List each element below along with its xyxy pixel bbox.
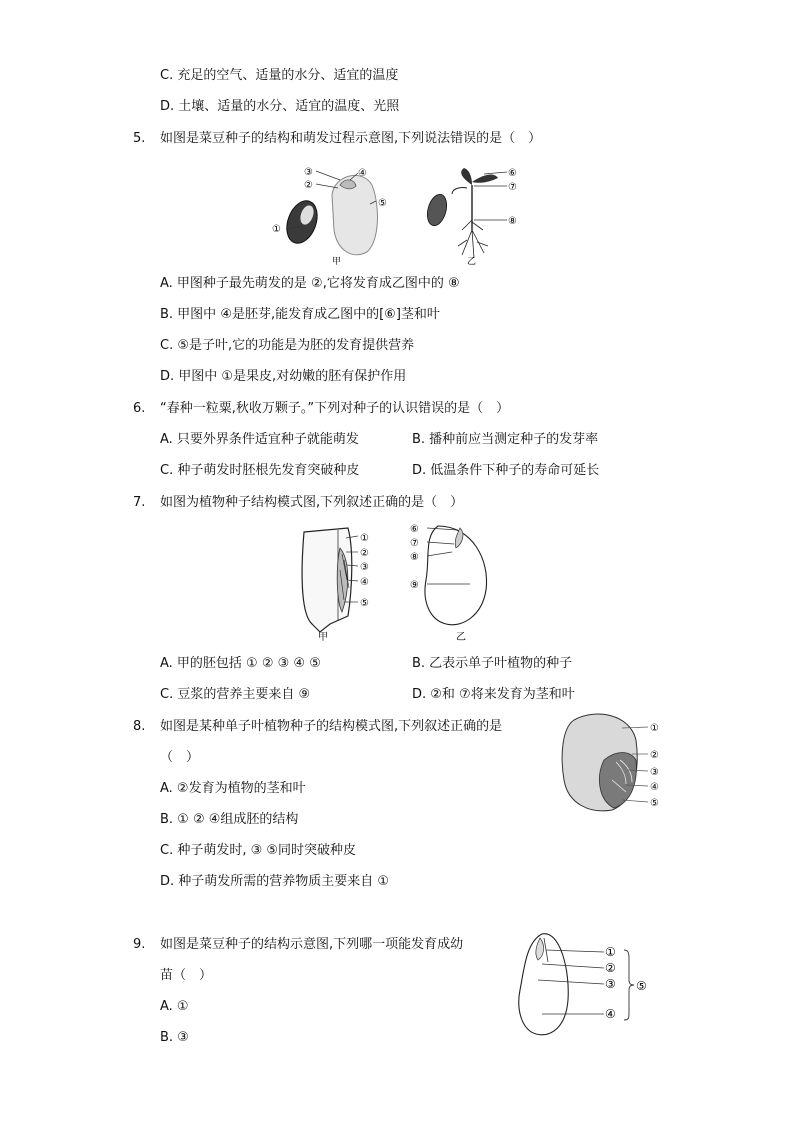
q8-embryo-shape — [599, 753, 636, 809]
q8-label-2: ② — [650, 750, 659, 761]
q7-number: 7. — [133, 495, 146, 510]
q7-label-5: ⑤ — [360, 598, 369, 609]
q8-option-c: C. 种子萌发时, ③ ⑤同时突破种皮 — [160, 843, 357, 858]
q7-seed-structure-figure — [290, 520, 500, 642]
q8-option-b: B. ① ② ④组成胚的结构 — [160, 812, 299, 827]
q7-label-4: ④ — [360, 577, 369, 588]
q7-figure-yi: 乙 — [456, 632, 466, 642]
q6-number: 6. — [133, 401, 146, 416]
q8-label-1: ① — [650, 723, 659, 734]
q7-label-1: ① — [360, 533, 369, 544]
q9-label-2: ② — [605, 961, 616, 975]
q5-option-b: B. 甲图中 ④是胚芽,能发育成乙图中的[⑥]茎和叶 — [160, 307, 440, 322]
q4-option-c: C. 充足的空气、适量的水分、适宜的温度 — [160, 68, 399, 83]
q6-option-d: D. 低温条件下种子的寿命可延长 — [412, 463, 600, 478]
q8-number: 8. — [133, 719, 146, 734]
q5-label-5: ⑤ — [378, 198, 387, 209]
q4-option-d: D. 土壤、适量的水分、适宜的温度、光照 — [160, 99, 400, 114]
q9-label-3: ③ — [605, 977, 616, 991]
q9-option-a: A. ① — [160, 999, 189, 1014]
q6-option-c: C. 种子萌发时胚根先发育突破种皮 — [160, 463, 360, 478]
q7-figure-jia: 甲 — [318, 632, 328, 642]
q5-label-2: ② — [304, 180, 313, 191]
q5-label-3: ③ — [304, 167, 313, 178]
q5-label-1: ① — [272, 224, 281, 235]
q9-stem: 如图是菜豆种子的结构示意图,下列哪一项能发育成幼 — [160, 937, 464, 952]
q5-figure-yi: 乙 — [467, 257, 477, 267]
q8-label-3: ③ — [650, 767, 659, 778]
q9-label-4: ④ — [605, 1007, 616, 1021]
q8-answer-paren: （ ） — [160, 750, 200, 765]
q5-roots-shape — [458, 220, 488, 258]
q6-option-a: A. 只要外界条件适宜种子就能萌发 — [160, 432, 359, 447]
q9-bean-seed-figure — [512, 930, 662, 1042]
q8-stem: 如图是某种单子叶植物种子的结构模式图,下列叙述正确的是 — [160, 719, 503, 734]
q7-option-d: D. ②和 ⑦将来发育为茎和叶 — [412, 687, 575, 702]
q7-option-c: C. 豆浆的营养主要来自 ⑨ — [160, 687, 311, 702]
q6-stem: “春种一粒粟,秋收万颗子。”下列对种子的认识错误的是（ ） — [160, 401, 510, 416]
q5-option-c: C. ⑤是子叶,它的功能是为胚的发育提供营养 — [160, 338, 415, 353]
q7-label-7: ⑦ — [410, 538, 419, 549]
q8-label-4: ④ — [650, 782, 659, 793]
q5-seed-germination-figure — [262, 160, 540, 268]
q5-label-8: ⑧ — [508, 216, 517, 227]
q5-figure-jia: 甲 — [332, 257, 342, 267]
q8-option-d: D. 种子萌发所需的营养物质主要来自 ① — [160, 874, 390, 889]
q7-label-6: ⑥ — [410, 524, 419, 535]
q6-option-b: B. 播种前应当测定种子的发芽率 — [412, 432, 599, 447]
q7-stem: 如图为植物种子结构模式图,下列叙述正确的是（ ） — [160, 495, 464, 510]
q8-label-5: ⑤ — [650, 798, 659, 809]
q9-label-1: ① — [605, 945, 616, 959]
q5-option-a: A. 甲图种子最先萌发的是 ②,它将发育成乙图中的 ⑧ — [160, 276, 460, 291]
q7-label-3: ③ — [360, 562, 369, 573]
q7-option-a: A. 甲的胚包括 ① ② ③ ④ ⑤ — [160, 656, 321, 671]
q5-number: 5. — [133, 131, 146, 146]
q8-corn-seed-figure — [556, 710, 668, 816]
q5-label-4: ④ — [358, 168, 367, 179]
q5-label-7: ⑦ — [508, 182, 517, 193]
q5-option-d: D. 甲图中 ①是果皮,对幼嫩的胚有保护作用 — [160, 369, 407, 384]
q7-label-9: ⑨ — [410, 580, 419, 591]
q9-number: 9. — [133, 937, 146, 952]
q9-option-b: B. ③ — [160, 1030, 189, 1045]
q7-label-8: ⑧ — [410, 552, 419, 563]
q5-seedling-cotyledon-shape — [424, 192, 450, 228]
q5-label-6: ⑥ — [508, 168, 517, 179]
q9-stem-continued: 苗（ ） — [160, 968, 213, 983]
q5-stem: 如图是菜豆种子的结构和萌发过程示意图,下列说法错误的是（ ） — [160, 131, 542, 146]
q9-label-5: ⑤ — [636, 979, 647, 993]
q9-brace-shape — [624, 950, 634, 1020]
q8-option-a: A. ②发育为植物的茎和叶 — [160, 781, 306, 796]
q7-label-2: ② — [360, 548, 369, 559]
q7-option-b: B. 乙表示单子叶植物的种子 — [412, 656, 573, 671]
